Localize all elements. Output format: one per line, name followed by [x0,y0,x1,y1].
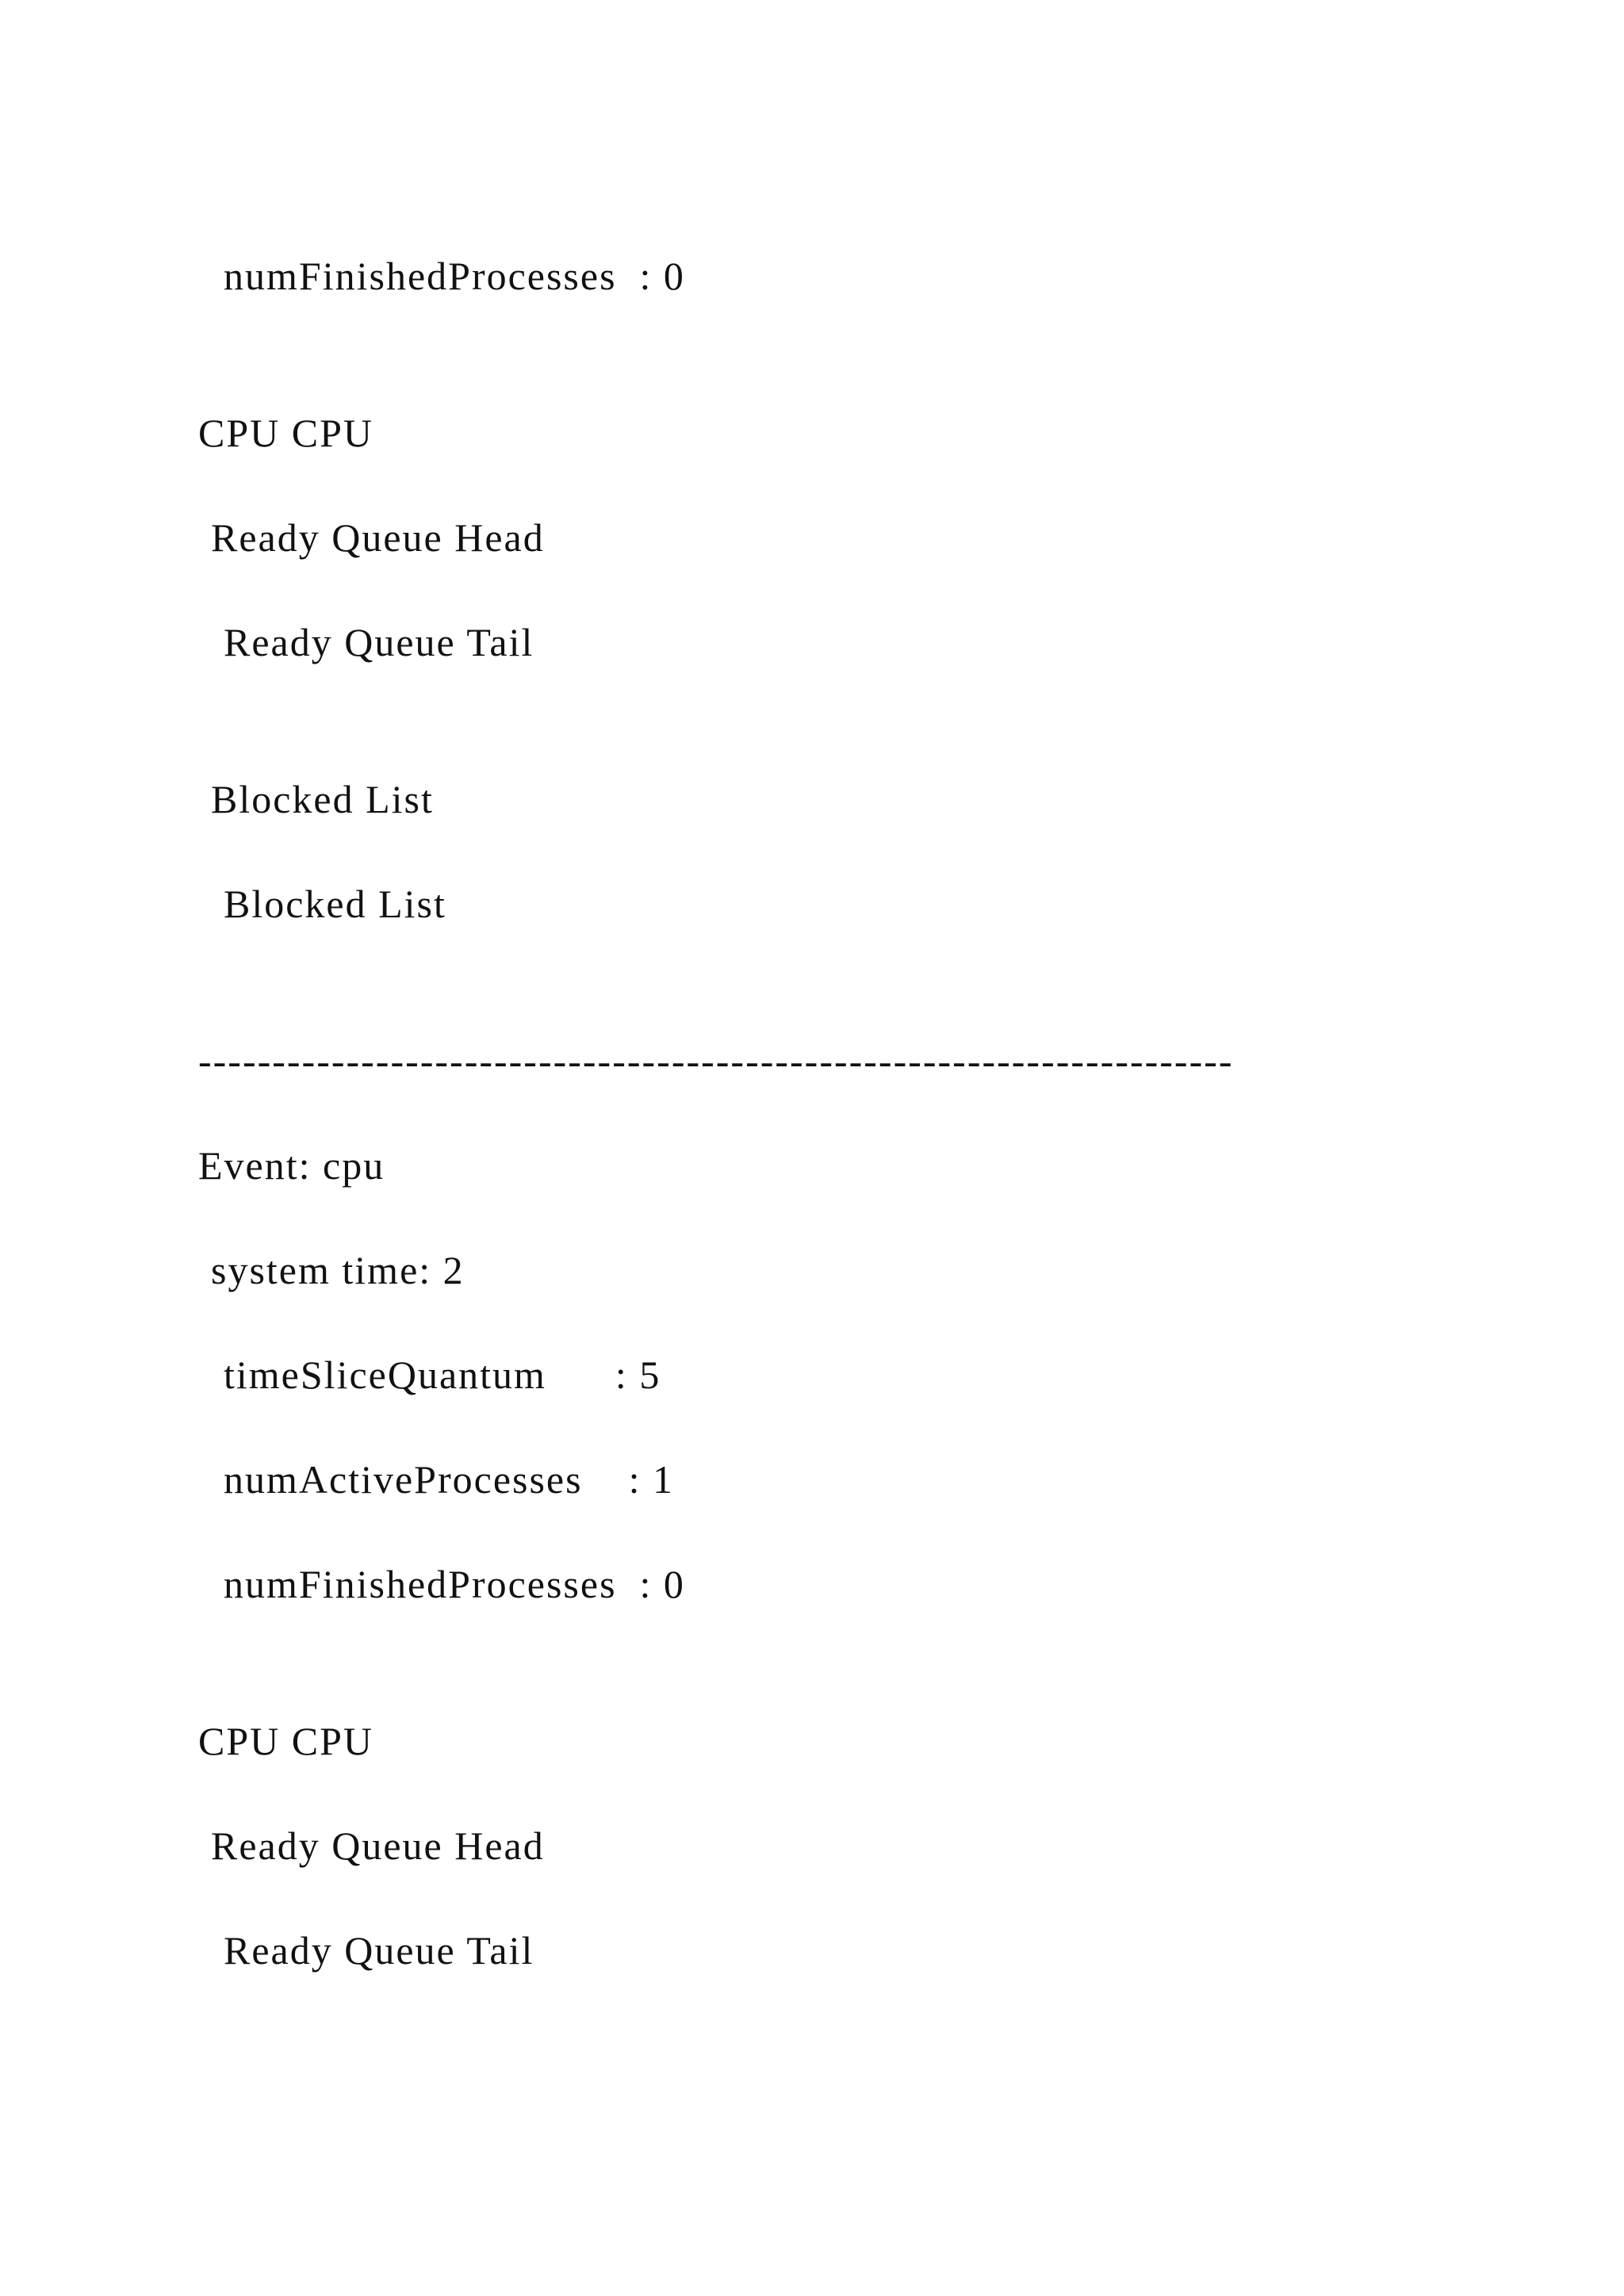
ready-queue-tail-line: Ready Queue Tail [224,1928,534,1973]
event-line: Event: cpu [198,1143,385,1188]
ready-queue-head-line: Ready Queue Head [211,515,545,560]
blocked-list-line: Blocked List [224,882,446,926]
ready-queue-head-line: Ready Queue Head [211,1823,545,1868]
system-time-line: system time: 2 [211,1248,465,1292]
time-slice-quantum-line: timeSliceQuantum : 5 [224,1353,661,1397]
num-finished-processes-line: numFinishedProcesses : 0 [224,254,685,298]
cpu-heading-line: CPU CPU [198,1719,374,1763]
blocked-list-line: Blocked List [211,777,434,821]
num-finished-processes-line: numFinishedProcesses : 0 [224,1562,685,1606]
cpu-heading-line: CPU CPU [198,411,374,455]
ready-queue-tail-line: Ready Queue Tail [224,620,534,664]
num-active-processes-line: numActiveProcesses : 1 [224,1457,674,1502]
separator-line: ---------------------------------------------------------------------- [198,1039,1234,1083]
